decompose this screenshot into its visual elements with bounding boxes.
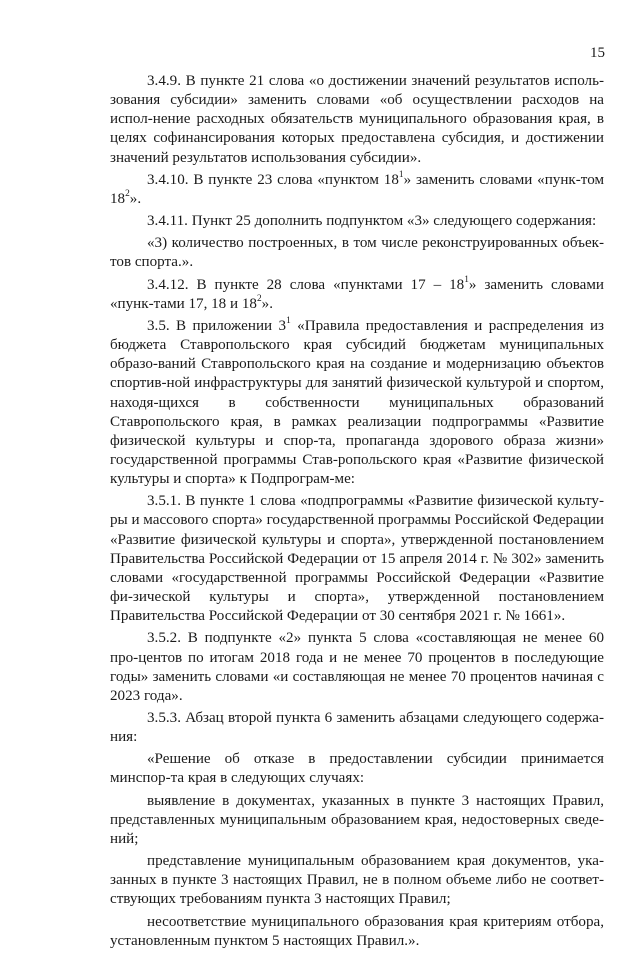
paragraph-text: 3.4.10. В пункте 23 слова «пунктом 18 bbox=[147, 171, 399, 188]
paragraph-text: 3.4.9. В пункте 21 слова «о достижении значений результатов исполь-зования субсидии» заменить словами «об осуществлении расходов на испол-нение расходных обязательств муниципального образования края, в целях софинансирования которых предоставлена субсидия, и достижении значений результатов использования субсидии». bbox=[110, 73, 604, 166]
superscript: 2 bbox=[125, 188, 130, 199]
paragraph-text: представление муниципальным образованием края документов, ука-занных в пункте 3 настоящих Правил, не в полном объеме либо не соответ-ствующих требованиям пункта 3 настоящих Правил; bbox=[110, 853, 604, 908]
paragraph-3-4-11 bbox=[110, 212, 604, 231]
superscript: 2 bbox=[256, 293, 262, 304]
quote-paragraph-2 bbox=[110, 792, 604, 849]
paragraph-text: 3.4.12. В пункте 28 слова «пунктами 17 – 18 bbox=[147, 276, 465, 293]
paragraph-3-4-12 bbox=[110, 276, 604, 314]
paragraph-3-5-1 bbox=[110, 492, 604, 626]
superscript: 1 bbox=[286, 315, 291, 326]
paragraph-3-5-3 bbox=[110, 709, 604, 747]
paragraph-text: «3) количество построенных, в том числе реконструированных объек-тов спорта.». bbox=[110, 235, 604, 271]
quote-paragraph-1 bbox=[110, 750, 604, 788]
quote-paragraph-3 bbox=[110, 852, 604, 909]
paragraph-text: 3.4.11. Пункт 25 дополнить подпунктом «3» следующего содержания: bbox=[147, 213, 597, 230]
paragraph-text: «Решение об отказе в предоставлении субсидии принимается минспор-та края в следующих случаях: bbox=[110, 751, 604, 787]
paragraph-text: 3.5.2. В подпункте «2» пункта 5 слова «составляющая не менее 60 про-центов по итогам 2018 года и не менее 70 процентов в последующие годы» заменить словами «и составляющая не менее 70 процентов начиная с 2023 года». bbox=[110, 630, 604, 704]
quote-paragraph-4 bbox=[110, 913, 604, 951]
paragraph-3-4-11-quote bbox=[110, 234, 604, 272]
paragraph-text: » заменить словами «пунк-тами 17, 18 и 18 bbox=[110, 276, 604, 312]
paragraph-text: ». bbox=[129, 190, 142, 207]
paragraph-text: 3.5.3. Абзац второй пункта 6 заменить абзацами следующего содержа-ния: bbox=[110, 710, 604, 746]
paragraph-text: выявление в документах, указанных в пункте 3 настоящих Правил, представленных муниципальным образованием края, недостоверных сведе-ний; bbox=[110, 792, 604, 847]
paragraph-text: «Правила предоставления и распределения из бюджета Ставропольского края субсидий бюджетам муниципальных образо-ваний Ставропольского края на создание и модернизацию объектов спортив-ной инфраструктуры для занятий физической культурой и спортом, находя-щихся в собственности муниципальных образований Ставропольского края, в рамках реализации подпрограммы «Развитие физической культуры и спор-та, пропаганда здорового образа жизни» государственной программы Став-ропольского края «Развитие физической культуры и спорта» к Подпрограм-ме: bbox=[110, 317, 604, 488]
paragraph-text: несоответствие муниципального образования края критериям отбора, установленным пунктом 5 настоящих Правил.». bbox=[110, 913, 604, 949]
paragraph-text: ». bbox=[261, 295, 273, 312]
paragraph-3-5 bbox=[110, 317, 604, 489]
paragraph-text: » заменить словами «пунк-том 18 bbox=[110, 171, 604, 207]
paragraph-3-4-10 bbox=[110, 171, 604, 209]
document-body bbox=[110, 72, 604, 954]
paragraph-text: 3.5. В приложении 3 bbox=[147, 317, 287, 334]
page-number: 15 bbox=[590, 45, 605, 61]
paragraph-3-4-9 bbox=[110, 72, 604, 168]
superscript: 1 bbox=[464, 274, 469, 285]
superscript: 1 bbox=[398, 169, 404, 180]
paragraph-3-5-2 bbox=[110, 629, 604, 706]
paragraph-text: 3.5.1. В пункте 1 слова «подпрограммы «Развитие физической культу-ры и массового спорта» государственной программы Российской Федерации «Развитие физической культуры и спорта», утвержденной постановлением Правительства Российской Федерации от 15 апреля 2014 г. № 302» заменить словами «государственной программы Российской Федерации «Развитие фи-зической культуры и спорта», утвержденной постановлением Правительства Российской Федерации от 30 сентября 2021 г. № 1661». bbox=[110, 493, 604, 625]
